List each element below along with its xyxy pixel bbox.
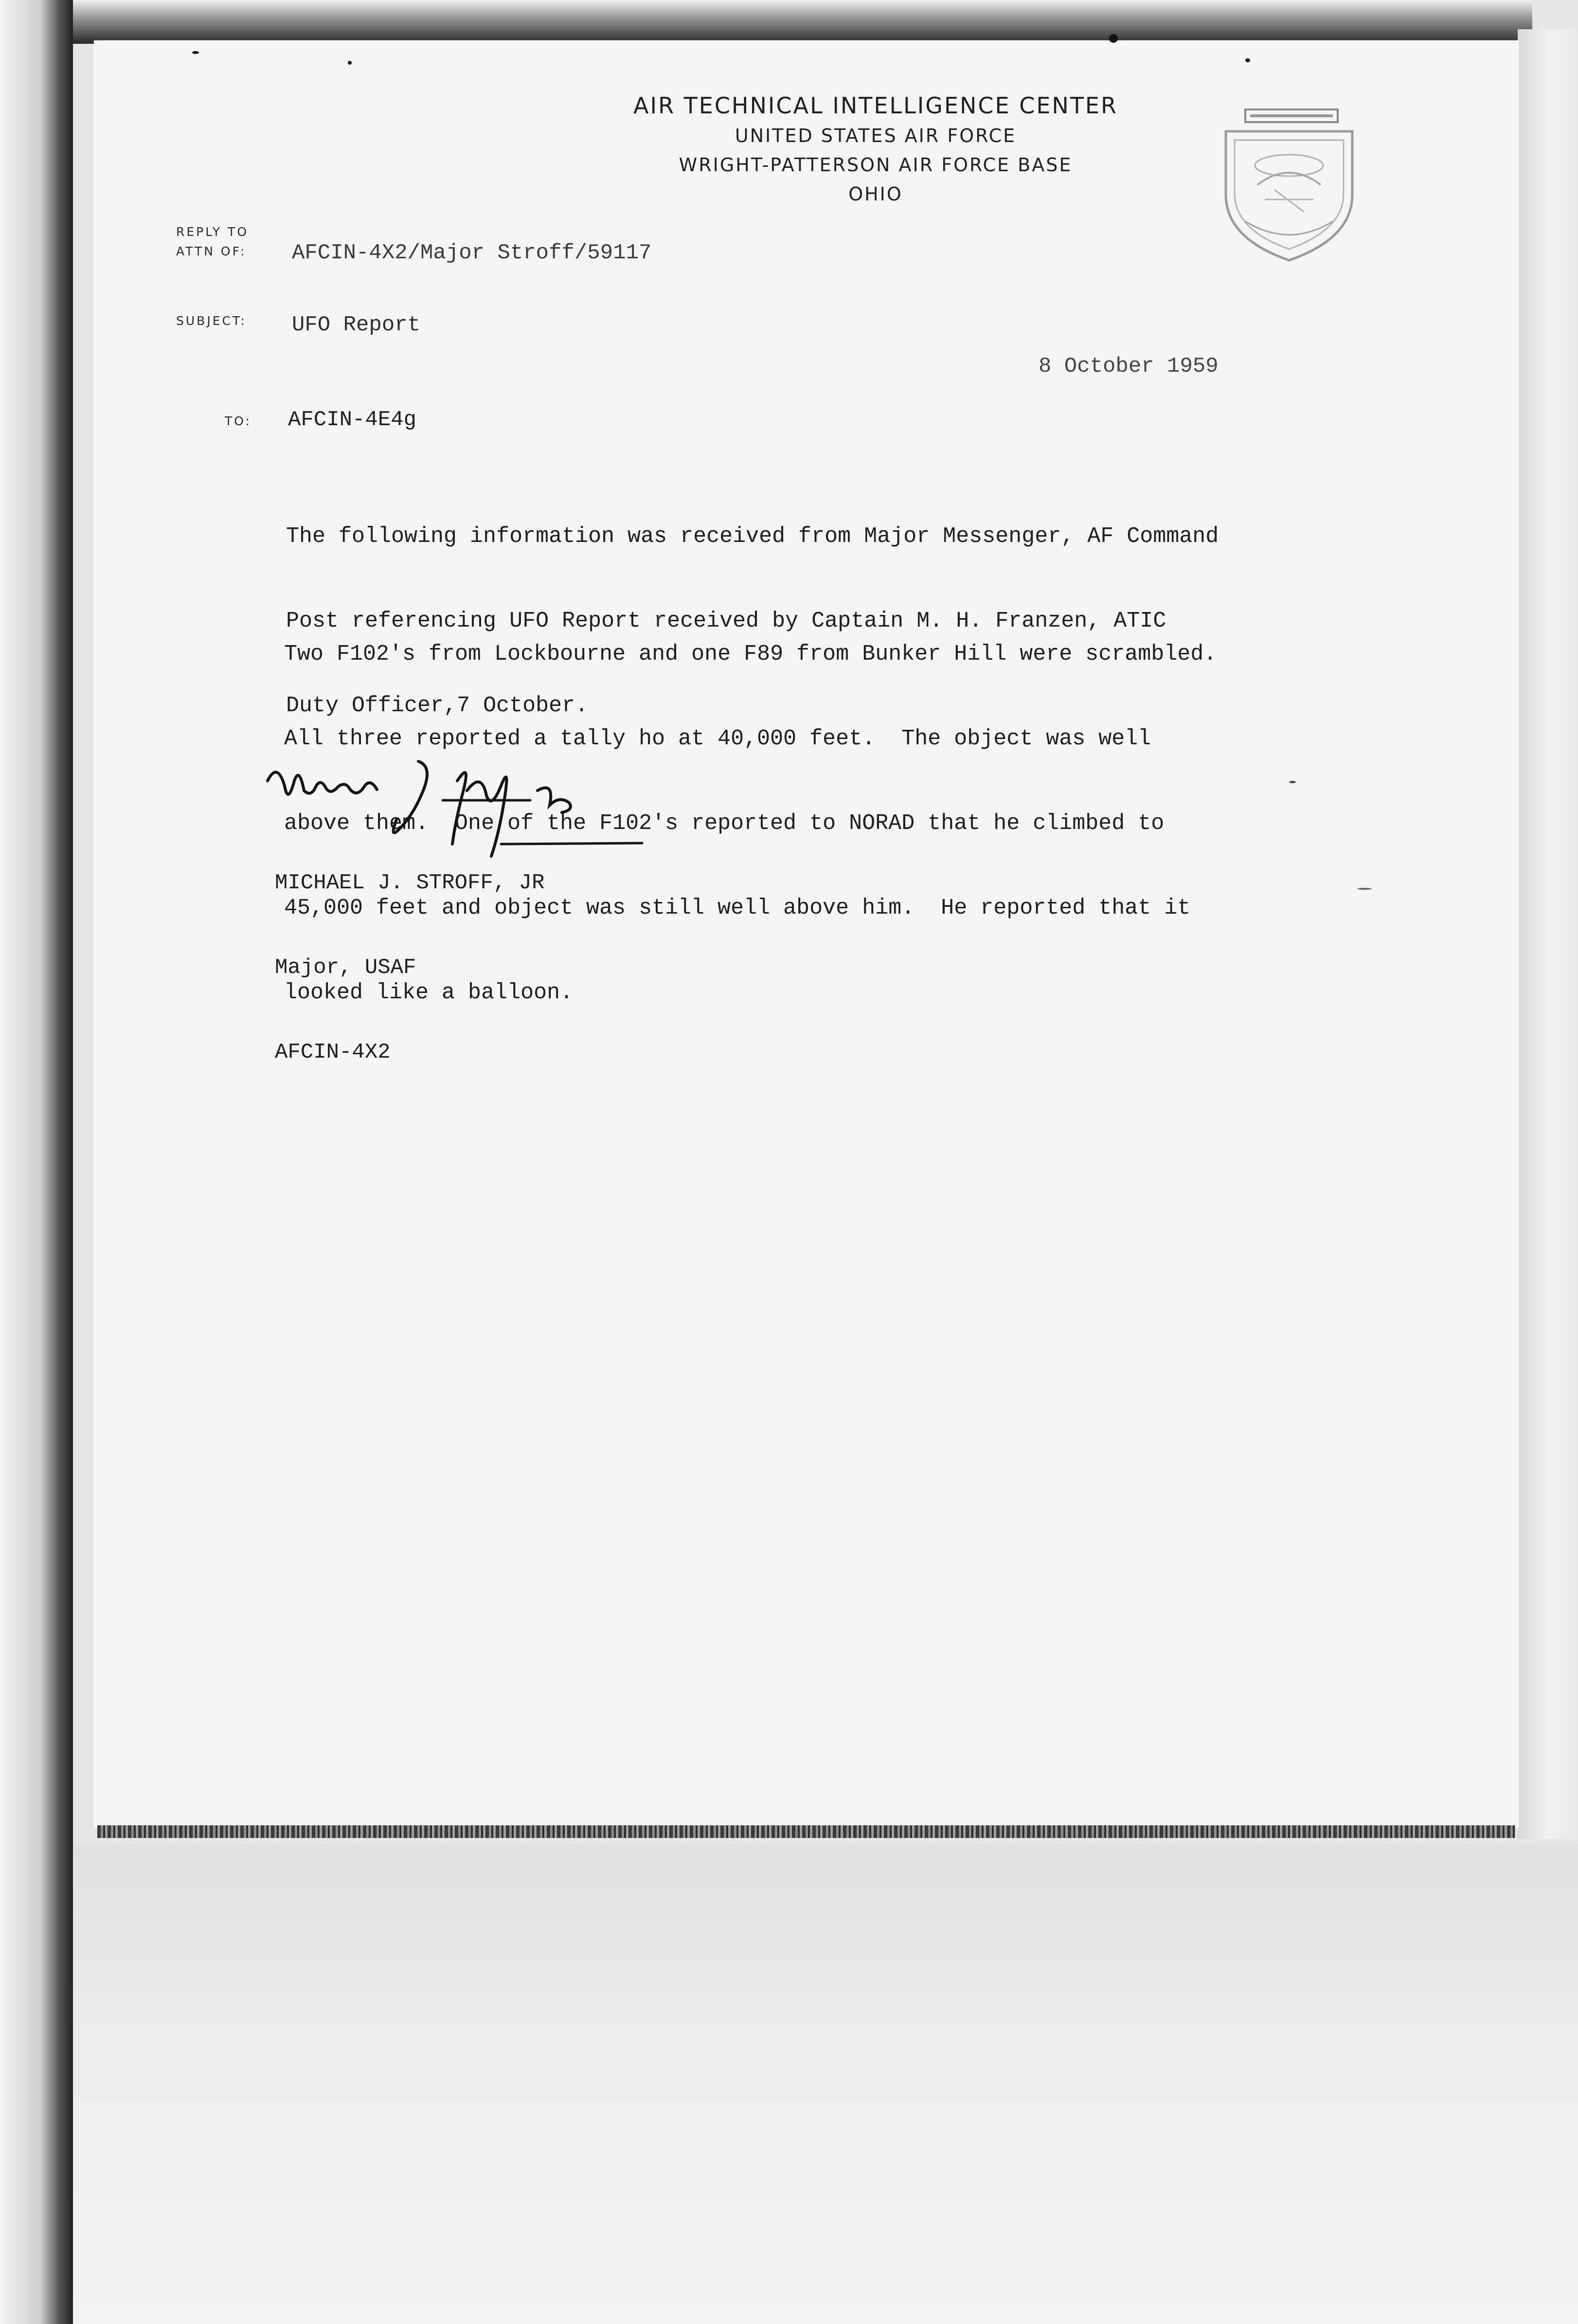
letterhead-title: AIR TECHNICAL INTELLIGENCE CENTER: [633, 92, 1118, 119]
air-force-seal-icon: [1211, 102, 1367, 268]
to-label: TO:: [225, 414, 251, 428]
sheet-bottom-edge: [97, 1825, 1515, 1838]
film-border-right: [1518, 29, 1578, 1839]
signature-block: [275, 812, 545, 1095]
letterhead-state: OHIO: [848, 183, 903, 205]
paragraph-line: Two F102's from Lockbourne and one F89 from Bunker Hill were scrambled.: [284, 642, 1217, 667]
signer-name: MICHAEL J. STROFF, JR: [275, 871, 545, 895]
reply-to-label: REPLY TO: [176, 225, 249, 239]
attn-label: ATTN OF:: [176, 244, 247, 258]
film-border-top: [73, 0, 1532, 44]
subject-label: SUBJECT:: [176, 314, 247, 328]
paragraph-line: Duty Officer,7 October.: [286, 693, 589, 718]
memo-date: 8 October 1959: [1039, 354, 1219, 378]
signer-rank: Major, USAF: [275, 955, 416, 980]
signer-office: AFCIN-4X2: [275, 1040, 391, 1064]
paragraph-line: above them. One of the F102's reported to NORAD that he climbed to: [284, 811, 1165, 836]
paragraph-line: The following information was received from Major Messenger, AF Command: [286, 524, 1219, 549]
letterhead-base: WRIGHT-PATTERSON AIR FORCE BASE: [679, 154, 1073, 176]
film-speck: [192, 51, 199, 54]
film-border-left: [0, 0, 73, 2324]
film-speck: [348, 61, 352, 65]
film-speck: [1109, 34, 1118, 43]
paragraph-line: Post referencing UFO Report received by Captain M. H. Franzen, ATIC: [286, 609, 1166, 633]
paragraph-line: looked like a balloon.: [284, 980, 574, 1005]
subject-value: UFO Report: [292, 313, 421, 337]
attn-value: AFCIN-4X2/Major Stroff/59117: [292, 241, 652, 265]
paragraph-line: 45,000 feet and object was still well above him. He reported that it: [284, 896, 1191, 920]
letterhead: [511, 90, 1240, 209]
backing-surface: [73, 1844, 1578, 2324]
to-value: AFCIN-4E4g: [288, 408, 417, 432]
paragraph-line: All three reported a tally ho at 40,000 feet. The object was well: [284, 726, 1151, 751]
paper-mark: [1289, 781, 1296, 783]
paper-mark: [1357, 888, 1372, 890]
film-speck: [1245, 58, 1250, 62]
letterhead-service: UNITED STATES AIR FORCE: [735, 125, 1017, 146]
